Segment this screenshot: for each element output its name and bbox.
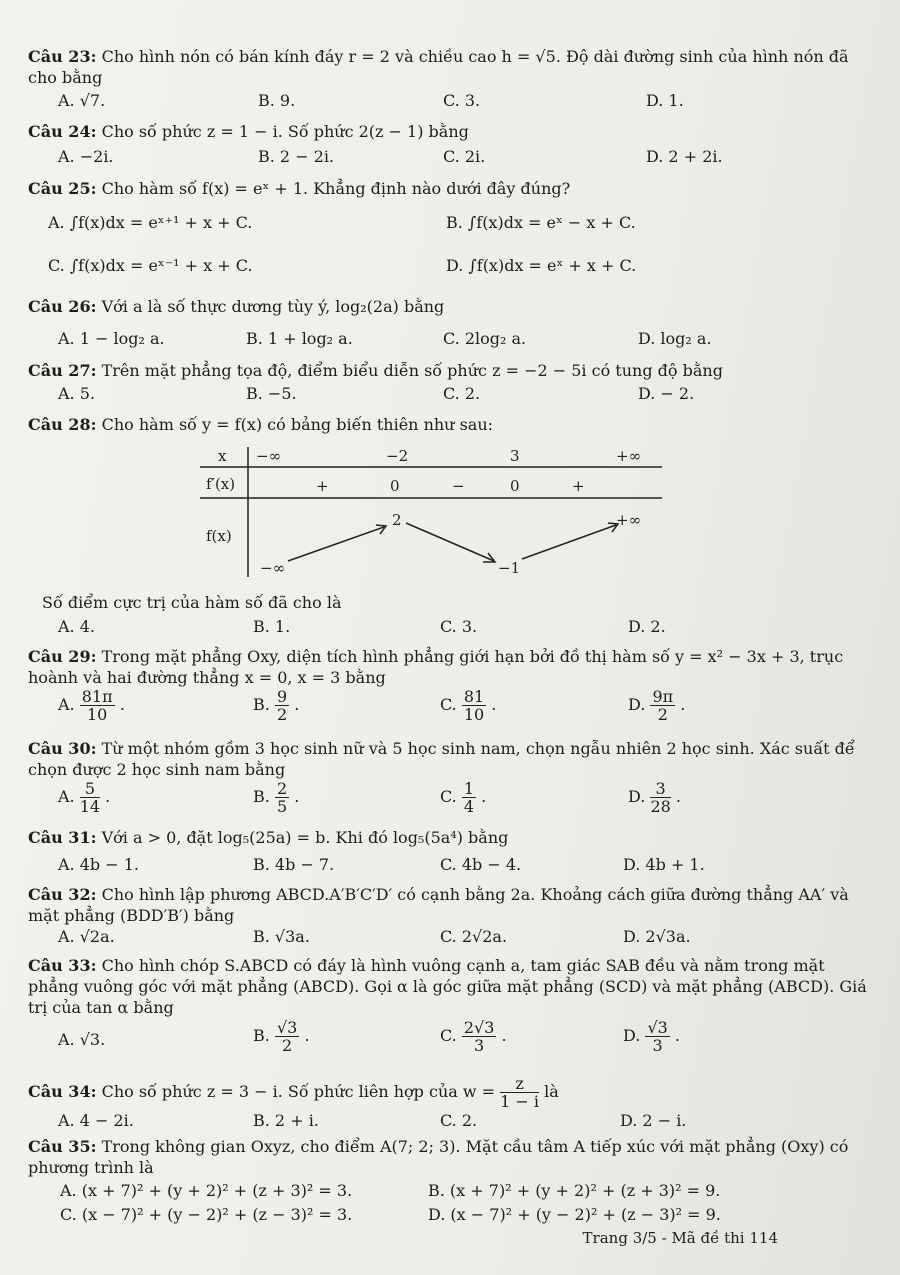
option-a[interactable]: A. (x + 7)² + (y + 2)² + (z + 3)² = 3. <box>60 1181 353 1200</box>
question-label: Câu 34: <box>28 1082 97 1101</box>
option-b[interactable]: B. $\frac{√3}{2}$ . <box>253 1018 310 1055</box>
table-value-pos-inf: +∞ <box>616 511 642 529</box>
option-b[interactable]: B. (x + 7)² + (y + 2)² + (z + 3)² = 9. <box>428 1181 721 1200</box>
fraction-w: $\frac{z}{1 - i}$ <box>500 1074 540 1111</box>
option-a[interactable]: A. 5. <box>58 384 95 403</box>
table-zero-2: 0 <box>510 477 520 495</box>
table-x-neg-inf: −∞ <box>256 447 282 465</box>
question-30 <box>28 738 878 816</box>
table-f-header: f(x) <box>206 527 232 545</box>
option-c[interactable]: C. 3. <box>443 91 481 110</box>
option-a[interactable]: A. 4. <box>58 617 95 636</box>
question-label: Câu 25: <box>28 179 97 198</box>
question-text: Cho số phức z = 1 − i. Số phức 2(z − 1) bằng <box>101 122 469 141</box>
option-d[interactable]: D. $\frac{3}{28}$ . <box>628 779 681 816</box>
option-b[interactable]: B. 1. <box>253 617 291 636</box>
option-d[interactable]: D. 2. <box>628 617 666 636</box>
question-27 <box>28 360 878 403</box>
option-b[interactable]: B. $\frac{9}{2}$ . <box>253 687 300 724</box>
option-a[interactable]: A. $\frac{81\pi}{10}$ . <box>58 687 125 724</box>
option-a[interactable]: A. 4b − 1. <box>58 855 139 874</box>
option-d[interactable]: D. − 2. <box>638 384 695 403</box>
option-a[interactable]: A. ∫f(x)dx = eˣ⁺¹ + x + C. <box>48 213 253 232</box>
option-b[interactable]: B. 9. <box>258 91 296 110</box>
option-c[interactable]: C. $\frac{2√3}{3}$ . <box>440 1018 507 1055</box>
answer-options <box>28 1019 878 1059</box>
option-a[interactable]: A. 1 − log₂ a. <box>58 329 165 348</box>
option-d[interactable]: D. $\frac{9\pi}{2}$ . <box>628 687 686 724</box>
question-label: Câu 26: <box>28 297 97 316</box>
question-text: Trong không gian Oxyz, cho điểm A(7; 2; 3). Mặt cầu tâm A tiếp xúc với mặt phẳng (Oxy) có phương trình là <box>28 1137 849 1177</box>
question-label: Câu 30: <box>28 739 97 758</box>
option-a[interactable]: A. √3. <box>58 1030 106 1049</box>
question-text: Cho số phức z = 3 − i. Số phức liên hợp của w = <box>101 1082 496 1101</box>
option-d[interactable]: D. 2 − i. <box>620 1111 687 1130</box>
question-label: Câu 31: <box>28 828 97 847</box>
option-c[interactable]: C. 2. <box>440 1111 478 1130</box>
table-arrow-up-1 <box>288 527 384 561</box>
table-x-minus2: −2 <box>386 447 409 465</box>
option-d[interactable]: D. (x − 7)² + (y − 2)² + (z − 3)² = 9. <box>428 1205 721 1224</box>
option-b[interactable]: B. 1 + log₂ a. <box>246 329 353 348</box>
option-a[interactable]: A. √2a. <box>58 927 115 946</box>
option-c[interactable]: C. $\frac{1}{4}$ . <box>440 779 487 816</box>
option-b[interactable]: B. $\frac{2}{5}$ . <box>253 779 300 816</box>
answer-options <box>28 780 878 820</box>
table-x-header: x <box>218 447 227 465</box>
question-29 <box>28 646 878 724</box>
question-text: Trên mặt phẳng tọa độ, điểm biểu diễn số phức z = −2 − 5i có tung độ bằng <box>101 361 723 380</box>
option-b[interactable]: B. 2 − 2i. <box>258 147 335 166</box>
question-text: Cho hàm số f(x) = eˣ + 1. Khẳng định nào dưới đây đúng? <box>101 179 571 198</box>
page-footer: Trang 3/5 - Mã đề thi 114 <box>582 1229 778 1247</box>
answer-options-row-2 <box>28 255 878 279</box>
question-text: Với a > 0, đặt log₅(25a) = b. Khi đó log₅(5a⁴) bằng <box>101 828 509 847</box>
answer-options <box>28 90 878 114</box>
answer-options <box>28 383 878 407</box>
question-text: Cho hàm số y = f(x) có bảng biến thiên như sau: <box>101 415 494 434</box>
table-value-neg-inf: −∞ <box>260 559 286 577</box>
option-d[interactable]: D. ∫f(x)dx = eˣ + x + C. <box>446 256 637 275</box>
question-25 <box>28 178 878 275</box>
question-text: Cho hình lập phương ABCD.A′B′C′D′ có cạnh bằng 2a. Khoảng cách giữa đường thẳng AA′ và mặt phẳng (BDD′B′) bằng <box>28 885 849 925</box>
option-a[interactable]: A. √7. <box>58 91 106 110</box>
option-c[interactable]: C. ∫f(x)dx = eˣ⁻¹ + x + C. <box>48 256 253 275</box>
option-a[interactable]: A. 4 − 2i. <box>58 1111 134 1130</box>
question-text: Trong mặt phẳng Oxy, diện tích hình phẳng giới hạn bởi đồ thị hàm số y = x² − 3x + 3, trục hoành và hai đường thẳng x = 0, x = 3 bằng <box>28 647 844 687</box>
question-label: Câu 29: <box>28 647 97 666</box>
option-c[interactable]: C. 2i. <box>443 147 486 166</box>
question-text: Với a là số thực dương tùy ý, log₂(2a) bằng <box>101 297 445 316</box>
table-value-max: 2 <box>392 511 402 529</box>
question-34 <box>28 1074 878 1130</box>
option-d[interactable]: D. log₂ a. <box>638 329 712 348</box>
answer-options-row-2 <box>28 1204 878 1228</box>
table-arrow-up-2 <box>522 525 616 559</box>
option-d[interactable]: D. 1. <box>646 91 684 110</box>
option-c[interactable]: C. (x − 7)² + (y − 2)² + (z − 3)² = 3. <box>60 1205 353 1224</box>
answer-options <box>28 926 878 950</box>
option-d[interactable]: D. 4b + 1. <box>623 855 705 874</box>
option-d[interactable]: D. $\frac{√3}{3}$ . <box>623 1018 680 1055</box>
question-text: Từ một nhóm gồm 3 học sinh nữ và 5 học sinh nam, chọn ngẫu nhiên 2 học sinh. Xác suất để chọn được 2 học sinh nam bằng <box>28 739 855 779</box>
table-sign-minus: − <box>452 477 465 495</box>
option-b[interactable]: B. ∫f(x)dx = eˣ − x + C. <box>446 213 636 232</box>
answer-options <box>28 1110 878 1134</box>
table-zero-1: 0 <box>390 477 400 495</box>
table-x-pos-inf: +∞ <box>616 447 642 465</box>
question-text-end: là <box>544 1082 559 1101</box>
question-31 <box>28 827 878 874</box>
question-text: Số điểm cực trị của hàm số đã cho là <box>42 593 342 612</box>
option-c[interactable]: C. 4b − 4. <box>440 855 522 874</box>
option-c[interactable]: C. 2√2a. <box>440 927 508 946</box>
table-sign-plus-1: + <box>316 477 329 495</box>
question-text: Cho hình nón có bán kính đáy r = 2 và chiều cao h = √5. Độ dài đường sinh của hình nón đã cho bằng <box>28 47 849 87</box>
answer-options-row-1 <box>28 212 878 236</box>
answer-options-row-1 <box>28 1180 878 1204</box>
answer-options <box>28 854 878 878</box>
table-x-3: 3 <box>510 447 520 465</box>
question-32 <box>28 884 878 946</box>
option-b[interactable]: B. √3a. <box>253 927 310 946</box>
option-a[interactable]: A. −2i. <box>58 147 114 166</box>
question-28-prompt <box>28 592 878 636</box>
option-c[interactable]: C. 2log₂ a. <box>443 329 527 348</box>
answer-options <box>28 616 878 640</box>
question-24 <box>28 121 878 166</box>
question-33 <box>28 955 878 1055</box>
option-c[interactable]: C. 3. <box>440 617 478 636</box>
question-35 <box>28 1136 878 1224</box>
question-26 <box>28 296 878 348</box>
table-value-min: −1 <box>498 559 521 577</box>
answer-options <box>28 688 878 728</box>
question-label: Câu 23: <box>28 47 97 66</box>
question-23 <box>28 46 878 110</box>
answer-options <box>28 146 878 170</box>
option-c[interactable]: C. 2. <box>443 384 481 403</box>
table-sign-plus-2: + <box>572 477 585 495</box>
option-c[interactable]: C. $\frac{81}{10}$ . <box>440 687 497 724</box>
question-28 <box>28 414 878 435</box>
question-text: Cho hình chóp S.ABCD có đáy là hình vuông cạnh a, tam giác SAB đều và nằm trong mặt phẳng vuông góc với mặt phẳng (ABCD). Gọi α là góc giữa mặt phẳng (SCD) và mặt phẳng (ABCD). Giá trị của tan α bằng <box>28 956 867 1017</box>
question-label: Câu 24: <box>28 122 97 141</box>
option-b[interactable]: B. −5. <box>246 384 297 403</box>
answer-options <box>28 328 878 352</box>
question-label: Câu 33: <box>28 956 97 975</box>
option-d[interactable]: D. 2√3a. <box>623 927 691 946</box>
question-label: Câu 28: <box>28 415 97 434</box>
option-b[interactable]: B. 2 + i. <box>253 1111 319 1130</box>
question-label: Câu 32: <box>28 885 97 904</box>
table-arrow-down <box>406 523 494 561</box>
option-a[interactable]: A. $\frac{5}{14}$ . <box>58 779 111 816</box>
variation-table <box>196 445 662 579</box>
question-label: Câu 27: <box>28 361 97 380</box>
option-d[interactable]: D. 2 + 2i. <box>646 147 723 166</box>
question-label: Câu 35: <box>28 1137 97 1156</box>
option-b[interactable]: B. 4b − 7. <box>253 855 335 874</box>
table-fprime-header: f′(x) <box>206 475 236 493</box>
